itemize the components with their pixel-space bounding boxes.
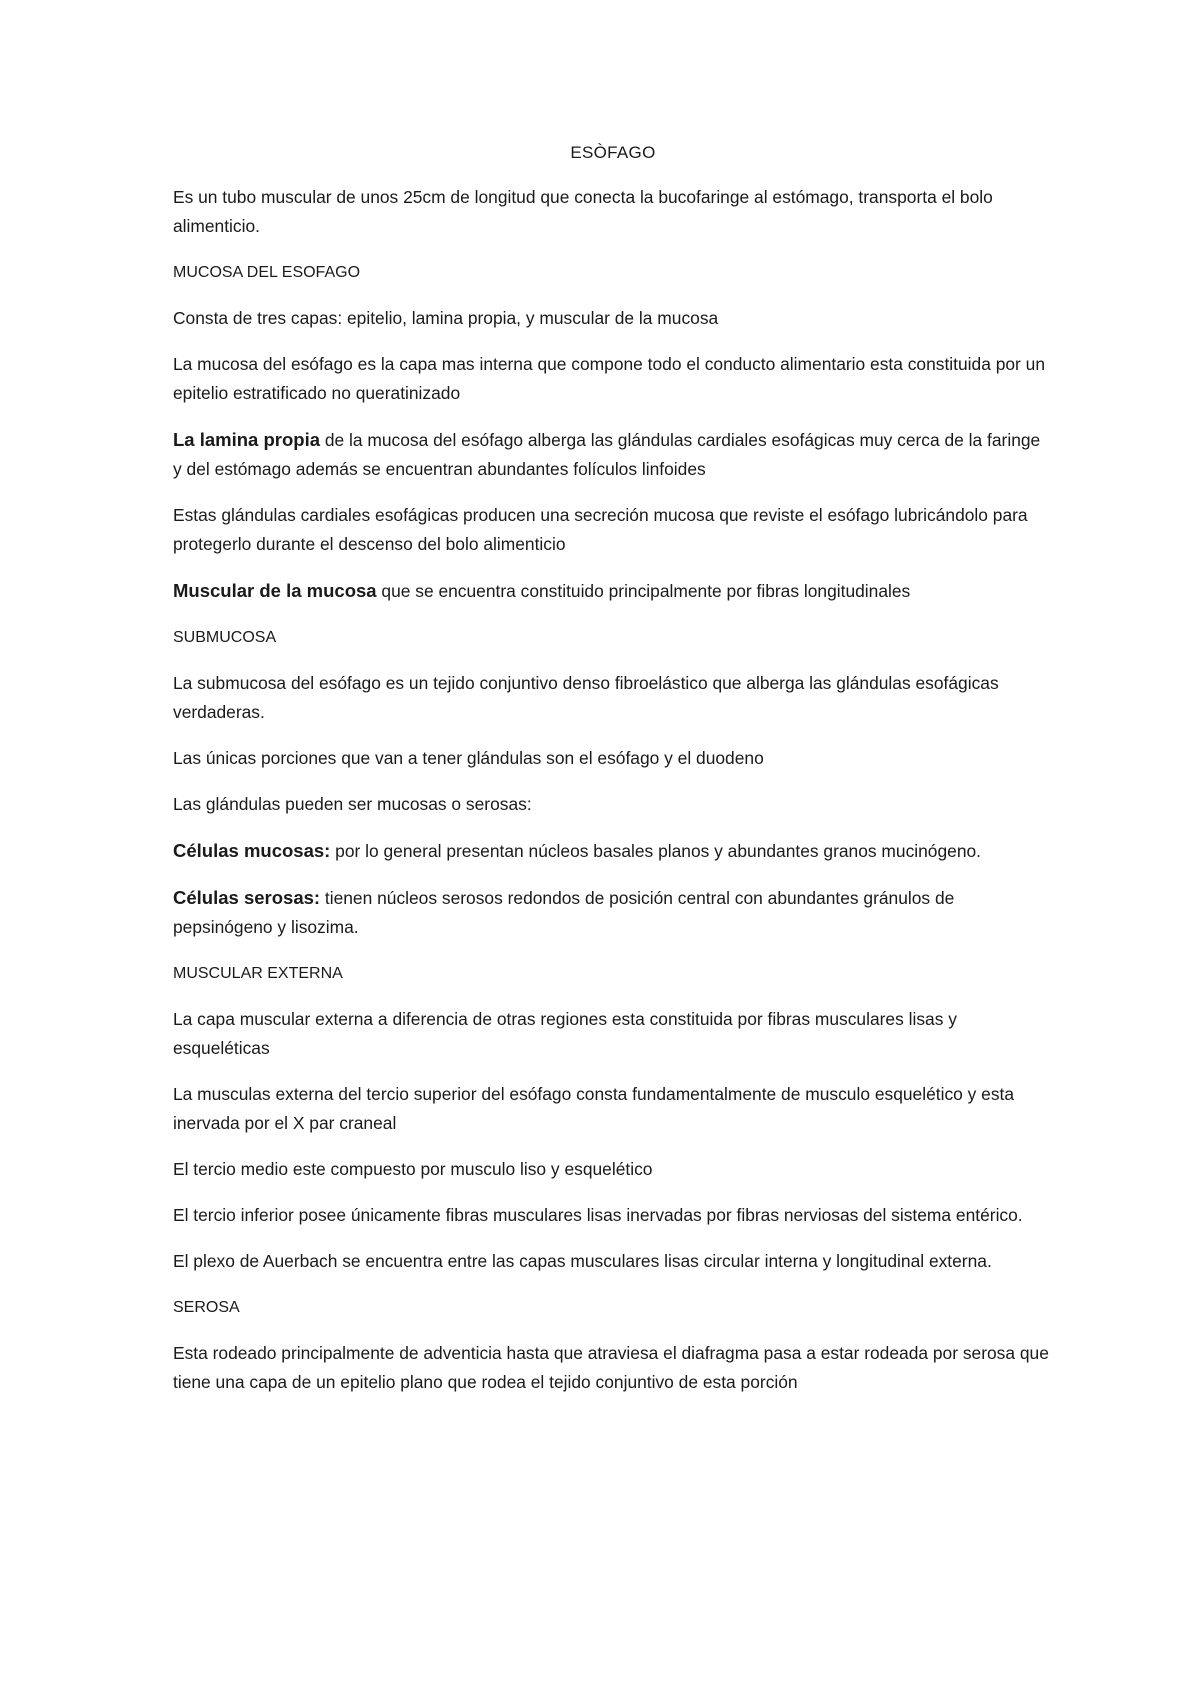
section-heading-submucosa: SUBMUCOSA [173,629,277,646]
submucosa-paragraph-types: Las glándulas pueden ser mucosas o serosas: [173,794,532,814]
muscularis-mucosa-text: que se encuentra constituido principalmente por fibras longitudinales [376,581,911,601]
submucosa-paragraph-portions: Las únicas porciones que van a tener glándulas son el esófago y el duodeno [173,748,764,768]
serosa-paragraph: Esta rodeado principalmente de adventicia hasta que atraviesa el diafragma pasa a estar rodeada por serosa que tiene una capa de un epitelio plano que rodea el tejido conjuntivo de esta porción [173,1343,1049,1392]
mucous-cells-term: Células mucosas: [173,840,331,861]
muscular-externa-paragraph-5: El plexo de Auerbach se encuentra entre las capas musculares lisas circular interna y longitudinal externa. [173,1251,992,1271]
muscular-externa-paragraph-2: La musculas externa del tercio superior del esófago consta fundamentalmente de musculo esquelético y esta inervada por el X par craneal [173,1084,1015,1133]
document-body [173,143,1053,1414]
mucosa-paragraph-glands: Estas glándulas cardiales esofágicas producen una secreción mucosa que reviste el esófago lubricándolo para protegerlo durante el descenso del bolo alimenticio [173,505,1028,554]
mucosa-paragraph-layers: Consta de tres capas: epitelio, lamina propia, y muscular de la mucosa [173,308,719,328]
muscular-externa-paragraph-3: El tercio medio este compuesto por musculo liso y esquelético [173,1159,653,1179]
mucosa-paragraph-lamina [173,425,1053,484]
section-heading-muscular-externa: MUSCULAR EXTERNA [173,965,343,982]
submucosa-paragraph-mucous-cells [173,836,1053,866]
muscular-externa-paragraph-4: El tercio inferior posee únicamente fibras musculares lisas inervadas por fibras nerviosas del sistema entérico. [173,1205,1023,1225]
section-heading-serosa: SEROSA [173,1299,240,1316]
lamina-propria-text: de la mucosa del esófago alberga las glándulas cardiales esofágicas muy cerca de la faringe y del estómago además se encuentran abundantes folículos linfoides [173,430,1041,479]
mucosa-paragraph-epithelium: La mucosa del esófago es la capa mas interna que compone todo el conducto alimentario esta constituida por un epitelio estratificado no queratinizado [173,354,1046,403]
muscularis-mucosa-term: Muscular de la mucosa [173,580,377,601]
submucosa-paragraph-tissue: La submucosa del esófago es un tejido conjuntivo denso fibroelástico que alberga las glándulas esofágicas verdaderas. [173,673,999,722]
intro-paragraph: Es un tubo muscular de unos 25cm de longitud que conecta la bucofaringe al estómago, transporta el bolo alimenticio. [173,187,993,236]
mucosa-paragraph-muscularis [173,576,1053,606]
serous-cells-text: tienen núcleos serosos redondos de posición central con abundantes gránulos de pepsinógeno y lisozima. [173,888,955,937]
muscular-externa-paragraph-1: La capa muscular externa a diferencia de otras regiones esta constituida por fibras musculares lisas y esqueléticas [173,1009,957,1058]
lamina-propria-term: La lamina propia [173,429,321,450]
serous-cells-term: Células serosas: [173,887,321,908]
section-heading-mucosa: MUCOSA DEL ESOFAGO [173,264,361,281]
document-title: ESÒFAGO [570,143,656,162]
mucous-cells-text: por lo general presentan núcleos basales planos y abundantes granos mucinógeno. [330,841,981,861]
submucosa-paragraph-serous-cells [173,883,1053,942]
